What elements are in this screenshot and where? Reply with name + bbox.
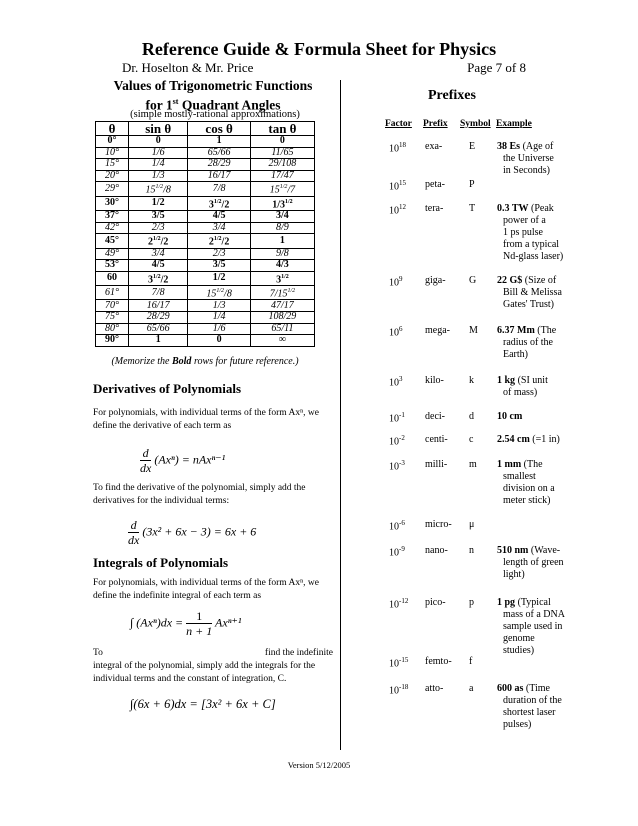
col-example: Example [496, 119, 532, 129]
trig-cell: 3/5 [188, 260, 251, 272]
trig-cell: 65/66 [188, 147, 251, 159]
prefix-example: 38 Es (Age of the Universe in Seconds) [497, 141, 554, 176]
integral-example: ∫(6x + 6)dx = [3x² + 6x + C] [130, 697, 276, 711]
trig-cell: 1 [188, 136, 251, 148]
trig-cell: 90° [96, 335, 129, 347]
trig-cell: 4/3 [250, 260, 314, 272]
trig-row [96, 222, 315, 234]
trig-cell: $2^{1/2}/2$ [129, 234, 188, 248]
col-factor: Factor [385, 119, 412, 129]
memo-bold: Bold [171, 356, 192, 367]
trig-row [96, 260, 315, 272]
integrals-para2-a: To [93, 648, 103, 658]
trig-row [96, 286, 315, 300]
trig-header-row [96, 122, 315, 136]
prefix-factor: $10^{-2}$ [389, 434, 405, 448]
prefix-name: atto- [425, 683, 444, 694]
trig-header-2: cos θ [188, 122, 251, 136]
prefix-name: nano- [425, 545, 448, 556]
prefix-symbol: μ [469, 519, 475, 530]
trig-row [96, 311, 315, 323]
trig-cell: 49° [96, 248, 129, 260]
derivative-example [128, 518, 256, 547]
trig-row [96, 271, 315, 285]
integral-num: 1 [186, 609, 212, 624]
trig-cell: 1/4 [188, 311, 251, 323]
trig-table-body [96, 136, 315, 347]
trig-cell: 0 [250, 136, 314, 148]
trig-cell: 75° [96, 311, 129, 323]
prefix-example: 1 kg (SI unit of mass) [497, 375, 548, 398]
prefix-factor: $10^{12}$ [389, 203, 406, 217]
derivatives-para1: For polynomials, with individual terms of the form Axⁿ, we define the derivative of each term as [93, 408, 319, 431]
memo-note [95, 356, 315, 367]
prefix-name: tera- [425, 203, 444, 214]
trig-cell: 37° [96, 211, 129, 223]
trig-cell: 65/11 [250, 323, 314, 335]
prefixes-title: Prefixes [428, 88, 476, 103]
trig-cell: 0 [129, 136, 188, 148]
trig-cell: 61° [96, 286, 129, 300]
trig-title-line2-post: Quadrant Angles [178, 97, 281, 113]
prefix-factor: $10^3$ [389, 375, 403, 389]
prefix-name: micro- [425, 519, 452, 530]
prefix-name: femto- [425, 656, 452, 667]
trig-row [96, 300, 315, 312]
prefix-factor: $10^{-6}$ [389, 519, 405, 533]
authors: Dr. Hoselton & Mr. Price [122, 60, 254, 75]
integral-formula [130, 609, 241, 638]
prefix-factor: $10^{-9}$ [389, 545, 405, 559]
prefix-factor: $10^{-15}$ [389, 656, 409, 670]
prefix-name: pico- [425, 597, 446, 608]
prefix-symbol: k [469, 375, 474, 386]
dx-den: dx [140, 461, 152, 475]
integrals-para2-b: find the indefinite [264, 648, 333, 658]
trig-cell: 3/5 [129, 211, 188, 223]
footer-version: Version 5/12/2005 [287, 760, 351, 770]
trig-cell: 1/6 [129, 147, 188, 159]
trig-cell: $15^{1/2}/8$ [188, 286, 251, 300]
trig-cell: 45° [96, 234, 129, 248]
prefix-example: 2.54 cm (=1 in) [497, 434, 560, 445]
integral-formula-right: Axⁿ⁺¹ [215, 615, 242, 630]
trig-cell: 70° [96, 300, 129, 312]
trig-subtitle: (simple mostly-rational approximations) [130, 109, 300, 120]
prefix-example: 510 nm (Wave- length of green light) [497, 545, 564, 580]
prefix-symbol: a [469, 683, 474, 694]
trig-title-line2-pre: for 1 [145, 97, 173, 113]
dx-den-2: dx [128, 533, 140, 547]
trig-cell: 1/3 [188, 300, 251, 312]
trig-cell: 3/4 [250, 211, 314, 223]
trig-cell: 65/66 [129, 323, 188, 335]
integral-fraction [186, 609, 212, 638]
trig-row [96, 196, 315, 210]
trig-cell: 0 [188, 335, 251, 347]
trig-cell: 1 [129, 335, 188, 347]
trig-title-line1: Values of Trigonometric Functions [113, 78, 313, 93]
prefix-symbol: m [469, 459, 477, 470]
prefix-example: 0.3 TW (Peak power of a 1 ps pulse from a typical Nd-glass laser) [497, 203, 564, 262]
trig-cell: 3/4 [129, 248, 188, 260]
integrals-para1: For polynomials, with individual terms of the form Axⁿ, we define the indefinite integral of each term as [93, 578, 319, 601]
derivative-formula [140, 446, 225, 475]
prefix-symbol: p [469, 597, 474, 608]
trig-row [96, 147, 315, 159]
trig-cell: 60 [96, 271, 129, 285]
trig-cell: 42° [96, 222, 129, 234]
prefix-example: 1 mm (The smallest division on a meter stick) [497, 459, 555, 506]
trig-cell: $1/3^{1/2}$ [250, 196, 314, 210]
trig-row [96, 234, 315, 248]
prefix-example: 600 as (Time duration of the shortest laser pulses) [497, 683, 562, 730]
prefix-factor: $10^{18}$ [389, 141, 406, 155]
derivatives-heading: Derivatives of Polynomials [93, 381, 242, 396]
page-number: Page 7 of 8 [467, 60, 526, 75]
prefix-name: milli- [425, 459, 448, 470]
prefix-symbol: E [469, 141, 476, 152]
trig-cell: 29/108 [250, 159, 314, 171]
trig-cell: 1/2 [188, 271, 251, 285]
prefix-name: exa- [425, 141, 443, 152]
trig-row [96, 323, 315, 335]
d-num: d [140, 446, 151, 461]
prefix-factor: $10^{-12}$ [389, 597, 409, 611]
trig-cell: ∞ [250, 335, 314, 347]
trig-cell: 17/47 [250, 170, 314, 182]
trig-cell: 9/8 [250, 248, 314, 260]
prefix-symbol: n [469, 545, 474, 556]
trig-cell: 2/3 [129, 222, 188, 234]
trig-row [96, 170, 315, 182]
trig-cell: 28/29 [129, 311, 188, 323]
trig-cell: 16/17 [188, 170, 251, 182]
trig-cell: 1/4 [129, 159, 188, 171]
integrals-para2 [93, 647, 333, 686]
col-symbol: Symbol [460, 119, 491, 129]
derivatives-para2: To find the derivative of the polynomial, simply add the derivatives for the individual terms: [93, 483, 306, 506]
trig-cell: $7/15^{1/2}$ [250, 286, 314, 300]
col-prefix: Prefix [423, 119, 448, 129]
trig-cell: 1 [250, 234, 314, 248]
prefix-factor: $10^{-1}$ [389, 411, 405, 425]
prefix-example: 1 pg (Typical mass of a DNA sample used in genome studies) [497, 597, 565, 656]
trig-header-1: sin θ [129, 122, 188, 136]
trig-table [95, 121, 315, 347]
memo-post: rows for future reference.) [191, 356, 299, 367]
trig-cell: 53° [96, 260, 129, 272]
trig-row [96, 182, 315, 196]
column-divider [340, 80, 341, 750]
trig-cell: 28/29 [188, 159, 251, 171]
prefix-symbol: c [469, 434, 474, 445]
page-title: Reference Guide & Formula Sheet for Physics [141, 39, 497, 59]
trig-cell: $15^{1/2}/8$ [129, 182, 188, 196]
prefix-name: deci- [425, 411, 445, 422]
trig-title-sup: st [172, 97, 179, 106]
trig-cell: 16/17 [129, 300, 188, 312]
prefix-symbol: P [469, 179, 475, 190]
trig-cell: 4/5 [129, 260, 188, 272]
trig-cell: 47/17 [250, 300, 314, 312]
trig-cell: 7/8 [188, 182, 251, 196]
prefix-name: kilo- [425, 375, 444, 386]
trig-cell: 108/29 [250, 311, 314, 323]
trig-cell: $15^{1/2}/7$ [250, 182, 314, 196]
trig-cell: 20° [96, 170, 129, 182]
trig-row [96, 335, 315, 347]
memo-pre: (Memorize the [111, 356, 172, 367]
prefix-name: centi- [425, 434, 448, 445]
trig-cell: 3/4 [188, 222, 251, 234]
prefix-name: giga- [425, 275, 446, 286]
trig-header-0: θ [96, 122, 129, 136]
trig-row [96, 136, 315, 148]
prefix-factor: $10^9$ [389, 275, 403, 289]
trig-cell: 30° [96, 196, 129, 210]
prefix-symbol: d [469, 411, 474, 422]
trig-cell: 0° [96, 136, 129, 148]
trig-cell: 1/2 [129, 196, 188, 210]
derivative-example-operator [128, 518, 139, 547]
derivative-formula-body: (Axⁿ) = nAxⁿ⁻¹ [154, 452, 226, 467]
prefix-symbol: f [469, 656, 473, 667]
prefix-factor: $10^{-3}$ [389, 459, 405, 473]
trig-row [96, 248, 315, 260]
integrals-heading: Integrals of Polynomials [93, 555, 229, 570]
derivative-operator [140, 446, 151, 475]
prefix-symbol: G [469, 275, 477, 286]
trig-cell: $2^{1/2}/2$ [188, 234, 251, 248]
trig-cell: $3^{1/2}$ [250, 271, 314, 285]
trig-cell: 11/65 [250, 147, 314, 159]
trig-cell: $3^{1/2}/2$ [188, 196, 251, 210]
trig-cell: 8/9 [250, 222, 314, 234]
prefix-factor: $10^6$ [389, 325, 403, 339]
trig-cell: 80° [96, 323, 129, 335]
prefix-symbol: M [469, 325, 478, 336]
prefix-example: 10 cm [497, 411, 523, 422]
prefix-symbol: T [469, 203, 476, 214]
prefix-example: 22 G$ (Size of Bill & Melissa Gates' Trust) [497, 275, 562, 310]
derivative-example-body: (3x² + 6x − 3) = 6x + 6 [142, 524, 257, 539]
prefix-example: 6.37 Mm (The radius of the Earth) [497, 325, 557, 360]
prefix-name: peta- [425, 179, 445, 190]
trig-cell: 2/3 [188, 248, 251, 260]
trig-cell: $3^{1/2}/2$ [129, 271, 188, 285]
integrals-para2-rest: integral of the polynomial, simply add the integrals for the individual terms and the constant of integration, C. [93, 661, 316, 684]
trig-cell: 4/5 [188, 211, 251, 223]
integral-den: n + 1 [186, 624, 213, 638]
prefix-factor: $10^{15}$ [389, 179, 406, 193]
trig-cell: 29° [96, 182, 129, 196]
trig-cell: 7/8 [129, 286, 188, 300]
trig-cell: 10° [96, 147, 129, 159]
integral-formula-left: ∫ (Axⁿ)dx = [130, 615, 184, 630]
prefix-name: mega- [425, 325, 450, 336]
trig-row [96, 159, 315, 171]
trig-cell: 15° [96, 159, 129, 171]
trig-cell: 1/6 [188, 323, 251, 335]
trig-cell: 1/3 [129, 170, 188, 182]
trig-row [96, 211, 315, 223]
d-num-2: d [128, 518, 139, 533]
trig-header-3: tan θ [250, 122, 314, 136]
prefix-factor: $10^{-18}$ [389, 683, 409, 697]
